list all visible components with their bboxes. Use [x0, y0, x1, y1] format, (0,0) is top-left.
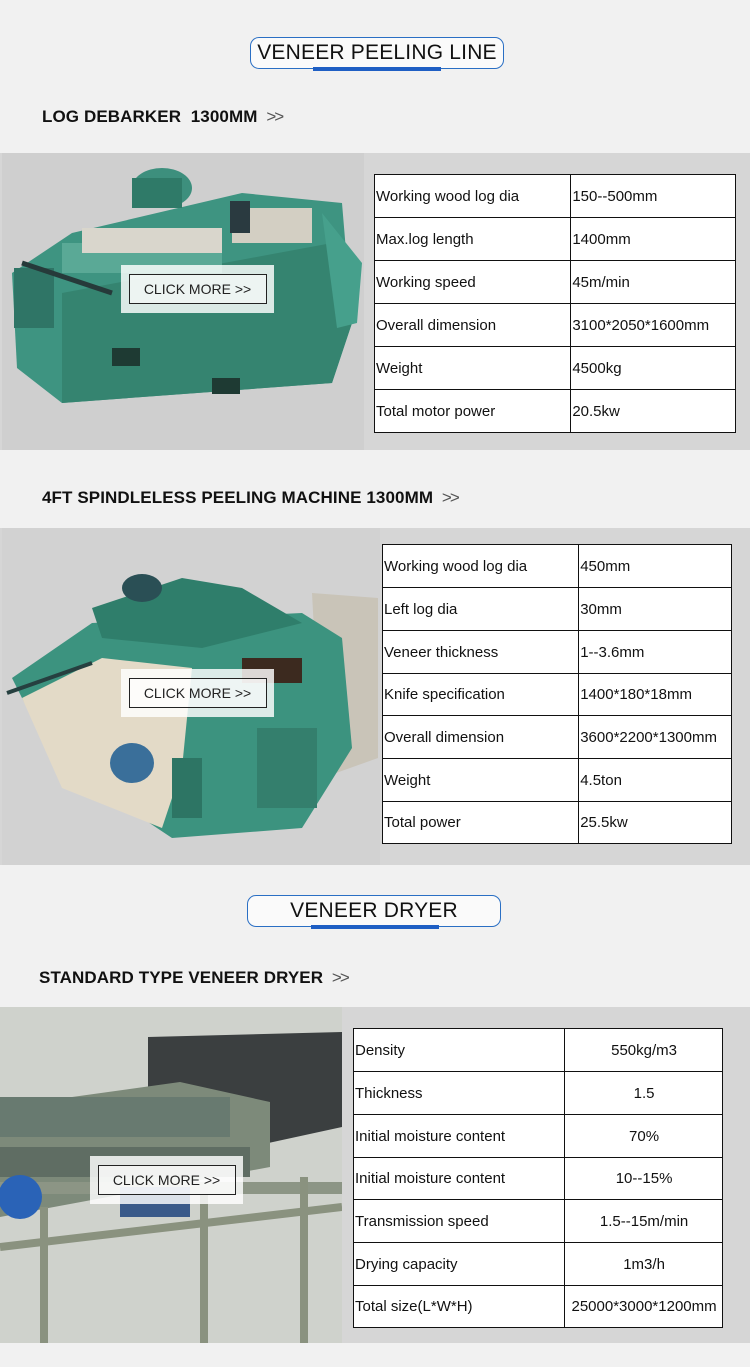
spec-value: 1--3.6mm — [579, 631, 732, 674]
table-row — [375, 390, 736, 433]
click-more-button[interactable] — [121, 265, 274, 313]
product-title-log-debarker[interactable] — [42, 107, 282, 127]
spec-value: 70% — [565, 1115, 723, 1158]
table-row — [354, 1029, 723, 1072]
product-title-spindleless-peeler[interactable] — [42, 488, 458, 508]
click-more-label: CLICK MORE >> — [143, 685, 252, 701]
table-row — [354, 1286, 723, 1328]
spec-label: Left log dia — [383, 588, 579, 631]
spec-label: Transmission speed — [354, 1200, 565, 1243]
table-row — [383, 802, 732, 844]
click-more-label: CLICK MORE >> — [143, 281, 252, 297]
section-heading-pill — [247, 895, 501, 927]
click-more-button[interactable] — [90, 1156, 243, 1204]
table-row — [354, 1200, 723, 1243]
table-row — [354, 1243, 723, 1286]
spec-label: Max.log length — [375, 218, 571, 261]
spec-label: Total power — [383, 802, 579, 844]
product-title-text: STANDARD TYPE VENEER DRYER — [39, 968, 324, 987]
spec-label: Working wood log dia — [375, 175, 571, 218]
table-row — [383, 631, 732, 674]
spec-value: 1m3/h — [565, 1243, 723, 1286]
spec-value: 3100*2050*1600mm — [571, 304, 736, 347]
product-title-veneer-dryer[interactable] — [39, 968, 348, 988]
table-row — [354, 1158, 723, 1200]
click-more-inner[interactable] — [129, 678, 267, 708]
spec-label: Total size(L*W*H) — [354, 1286, 565, 1328]
table-row — [383, 588, 732, 631]
spec-value: 25000*3000*1200mm — [565, 1286, 723, 1328]
chevron-right-icon: >> — [266, 107, 283, 126]
click-more-inner[interactable] — [129, 274, 267, 304]
spec-label: Weight — [375, 347, 571, 390]
spec-table-veneer-dryer — [353, 1028, 723, 1328]
table-row — [375, 175, 736, 218]
product-title-text: LOG DEBARKER 1300MM — [42, 107, 258, 126]
spec-value: 450mm — [579, 545, 732, 588]
chevron-right-icon: >> — [331, 968, 348, 987]
spec-value: 550kg/m3 — [565, 1029, 723, 1072]
section-heading-underline — [313, 67, 441, 71]
click-more-label: CLICK MORE >> — [112, 1172, 221, 1188]
table-row — [354, 1115, 723, 1158]
spec-label: Initial moisture content — [354, 1115, 565, 1158]
spec-value: 150--500mm — [571, 175, 736, 218]
spec-value: 3600*2200*1300mm — [579, 716, 732, 759]
section-heading-peeling-line — [0, 37, 750, 77]
table-row — [354, 1072, 723, 1115]
table-row — [383, 759, 732, 802]
spec-label: Density — [354, 1029, 565, 1072]
table-row — [383, 674, 732, 716]
table-row — [375, 304, 736, 347]
click-more-button[interactable] — [121, 669, 274, 717]
spec-value: 10--15% — [565, 1158, 723, 1200]
table-row — [375, 218, 736, 261]
spec-value: 25.5kw — [579, 802, 732, 844]
table-row — [383, 716, 732, 759]
product-title-text: 4FT SPINDLELESS PEELING MACHINE 1300MM — [42, 488, 434, 507]
spec-value: 4.5ton — [579, 759, 732, 802]
spec-label: Working speed — [375, 261, 571, 304]
table-row — [375, 261, 736, 304]
spec-table-log-debarker — [374, 174, 736, 433]
spec-label: Initial moisture content — [354, 1158, 565, 1200]
spec-value: 1400mm — [571, 218, 736, 261]
table-row — [383, 545, 732, 588]
section-heading-text: VENEER PEELING LINE — [257, 41, 497, 64]
spec-label: Working wood log dia — [383, 545, 579, 588]
click-more-inner[interactable] — [98, 1165, 236, 1195]
spec-label: Thickness — [354, 1072, 565, 1115]
spec-value: 4500kg — [571, 347, 736, 390]
spec-label: Knife specification — [383, 674, 579, 716]
spec-table-spindleless-peeler — [382, 544, 732, 844]
spec-label: Weight — [383, 759, 579, 802]
spec-value: 1.5 — [565, 1072, 723, 1115]
table-row — [375, 347, 736, 390]
spec-label: Overall dimension — [375, 304, 571, 347]
section-heading-veneer-dryer — [0, 895, 750, 935]
spec-value: 45m/min — [571, 261, 736, 304]
spec-value: 20.5kw — [571, 390, 736, 433]
spec-value: 1.5--15m/min — [565, 1200, 723, 1243]
section-heading-underline — [311, 925, 439, 929]
spec-label: Veneer thickness — [383, 631, 579, 674]
spec-label: Drying capacity — [354, 1243, 565, 1286]
section-heading-text: VENEER DRYER — [290, 899, 458, 922]
spec-label: Total motor power — [375, 390, 571, 433]
chevron-right-icon: >> — [441, 488, 458, 507]
spec-label: Overall dimension — [383, 716, 579, 759]
spec-value: 1400*180*18mm — [579, 674, 732, 716]
spec-value: 30mm — [579, 588, 732, 631]
section-heading-pill — [250, 37, 504, 69]
